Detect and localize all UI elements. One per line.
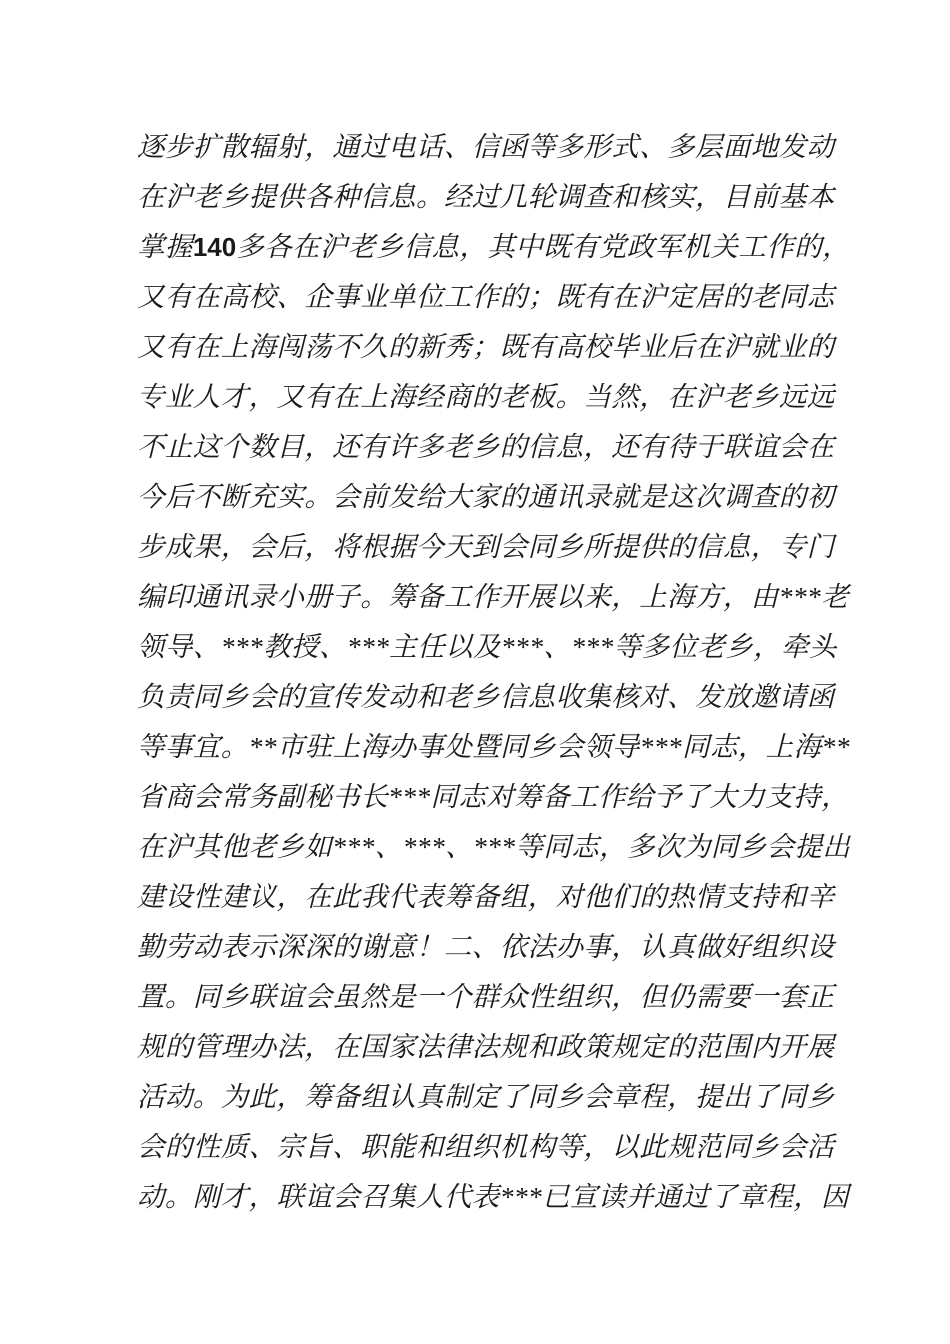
document-line	[137, 472, 835, 522]
document-line	[137, 372, 835, 422]
document-line	[137, 1172, 850, 1222]
document-line	[137, 422, 835, 472]
document-line	[137, 872, 835, 922]
line-text-run: 在沪老乡提供各种信息。经过几轮调查和核实，目前基本	[137, 181, 835, 212]
line-text-run: 规的管理办法，在国家法律法规和政策规定的范围内开展	[137, 1031, 835, 1062]
document-line	[137, 672, 835, 722]
line-text-run: 专业人才，又有在上海经商的老板。当然，在沪老乡远远	[137, 381, 835, 412]
document-line	[137, 122, 835, 172]
line-text-run: 建设性建议，在此我代表筹备组，对他们的热情支持和辛	[137, 881, 835, 912]
line-text-run: 省商会常务副秘书长***同志对筹备工作给予了大力支持，	[137, 781, 850, 812]
line-text-run: 掌握	[137, 231, 193, 262]
document-line	[137, 272, 835, 322]
line-text-run: 不止这个数目，还有许多老乡的信息，还有待于联谊会在	[137, 431, 835, 462]
line-text-run: 在沪其他老乡如***、***、***等同志，多次为同乡会提出	[137, 831, 851, 862]
line-text-run: 勤劳动表示深深的谢意！二、依法办事，认真做好组织设	[137, 931, 835, 962]
line-text-run: 会的性质、宗旨、职能和组织机构等，以此规范同乡会活	[137, 1131, 835, 1162]
line-text-run: 多各在沪老乡信息，其中既有党政军机关工作的，	[236, 231, 851, 262]
line-text-run: 置。同乡联谊会虽然是一个群众性组织，但仍需要一套正	[137, 981, 835, 1012]
inline-number: 140	[192, 232, 237, 262]
document-line	[137, 172, 835, 222]
document-line	[137, 1122, 835, 1172]
line-text-run: 动。刚才，联谊会召集人代表***已宣读并通过了章程，因	[137, 1181, 850, 1212]
document-line	[137, 772, 850, 822]
line-text-run: 步成果，会后，将根据今天到会同乡所提供的信息，专门	[137, 531, 835, 562]
line-text-run: 又有在上海闯荡不久的新秀；既有高校毕业后在沪就业的	[137, 331, 835, 362]
document-line	[137, 822, 851, 872]
document-line	[137, 1022, 835, 1072]
line-text-run: 等事宜。**市驻上海办事处暨同乡会领导***同志，上海**	[137, 731, 850, 762]
document-line	[137, 322, 835, 372]
document-line	[137, 222, 851, 272]
document-line	[137, 922, 835, 972]
document-text-body	[137, 122, 851, 1222]
line-text-run: 又有在高校、企事业单位工作的；既有在沪定居的老同志	[137, 281, 835, 312]
document-line	[137, 722, 850, 772]
document-line	[137, 572, 850, 622]
line-text-run: 活动。为此，筹备组认真制定了同乡会章程，提出了同乡	[137, 1081, 835, 1112]
document-line	[137, 522, 835, 572]
line-text-run: 领导、***教授、***主任以及***、***等多位老乡，牵头	[137, 631, 837, 662]
document-line	[137, 972, 835, 1022]
document-line	[137, 1072, 835, 1122]
line-text-run: 编印通讯录小册子。筹备工作开展以来，上海方，由***老	[137, 581, 850, 612]
line-text-run: 负责同乡会的宣传发动和老乡信息收集核对、发放邀请函	[137, 681, 835, 712]
line-text-run: 今后不断充实。会前发给大家的通讯录就是这次调查的初	[137, 481, 835, 512]
document-line	[137, 622, 837, 672]
line-text-run: 逐步扩散辐射，通过电话、信函等多形式、多层面地发动	[137, 131, 835, 162]
